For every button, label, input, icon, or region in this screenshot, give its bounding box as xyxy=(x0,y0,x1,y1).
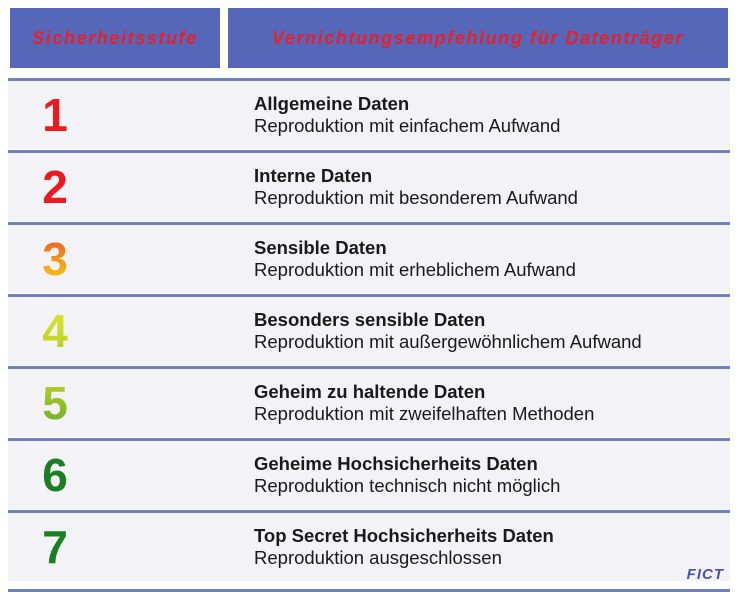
header-recommendation-label: Vernichtungsempfehlung für Datenträger xyxy=(271,27,685,48)
divider xyxy=(8,589,730,592)
level-number: 7 xyxy=(42,521,68,573)
level-number: 2 xyxy=(42,161,68,213)
table-row xyxy=(8,441,730,509)
header-recommendation-column xyxy=(228,8,728,68)
row-text xyxy=(254,525,554,569)
table-row xyxy=(8,81,730,149)
row-title: Geheim zu haltende Daten xyxy=(254,381,486,402)
header-level-column xyxy=(10,8,220,68)
level-number: 5 xyxy=(8,369,102,437)
level-number: 1 xyxy=(42,89,68,141)
table-row xyxy=(8,153,730,221)
row-text xyxy=(254,165,578,209)
header-level-label: Sicherheitsstufe xyxy=(32,27,198,48)
row-text xyxy=(254,309,642,353)
table-row xyxy=(8,513,730,581)
level-number: 6 xyxy=(42,449,68,501)
row-text xyxy=(254,453,560,497)
brand-label: FICT xyxy=(686,566,724,583)
row-description: Reproduktion ausgeschlossen xyxy=(254,547,502,568)
row-title: Top Secret Hochsicherheits Daten xyxy=(254,525,554,546)
level-number: 4 xyxy=(8,297,102,365)
row-description: Reproduktion mit besonderem Aufwand xyxy=(254,187,578,208)
row-title: Interne Daten xyxy=(254,165,373,186)
row-description: Reproduktion mit außergewöhnlichem Aufwand xyxy=(254,331,642,352)
row-description: Reproduktion mit einfachem Aufwand xyxy=(254,115,561,136)
row-title: Allgemeine Daten xyxy=(254,93,410,114)
table-row xyxy=(8,297,730,365)
row-description: Reproduktion mit zweifelhaften Methoden xyxy=(254,403,595,424)
level-number: 3 xyxy=(8,225,102,293)
row-title: Sensible Daten xyxy=(254,237,387,258)
row-title: Geheime Hochsicherheits Daten xyxy=(254,453,538,474)
table-row xyxy=(8,225,730,293)
row-text xyxy=(254,381,594,425)
row-description: Reproduktion mit erheblichem Aufwand xyxy=(254,259,576,280)
row-title: Besonders sensible Daten xyxy=(254,309,486,330)
row-text xyxy=(254,237,576,281)
table-row xyxy=(8,369,730,437)
row-description: Reproduktion technisch nicht möglich xyxy=(254,475,561,496)
row-text xyxy=(254,93,560,137)
